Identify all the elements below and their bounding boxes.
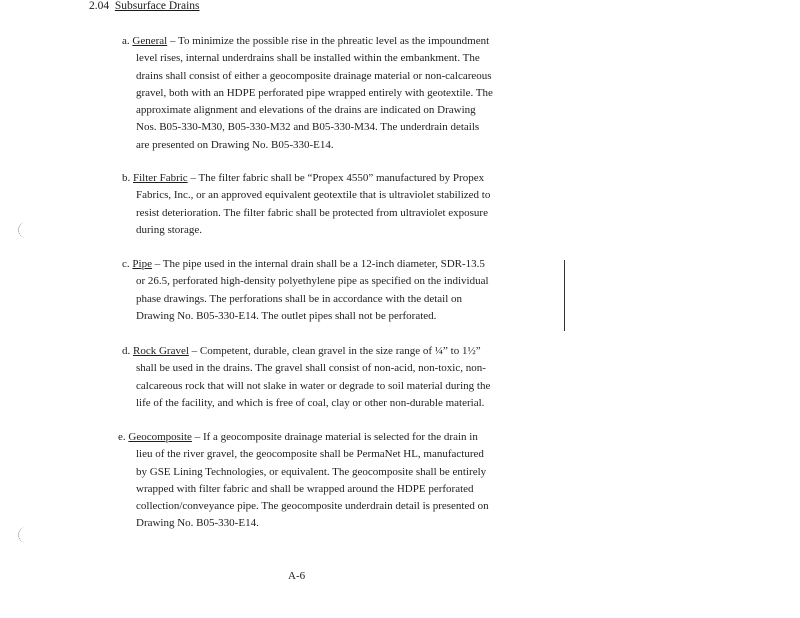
item-geocomposite (118, 429, 489, 533)
item-text: – To minimize the possible rise in the phreatic level as the impoundment (167, 35, 490, 47)
item-term: Filter Fabric (133, 172, 188, 184)
item-line: life of the facility, and which is free of coal, clay or other non-durable material. (136, 396, 485, 409)
item-line: Drawing No. B05-330-E14. (136, 517, 259, 530)
item-term: General (132, 35, 168, 47)
item-term: Rock Gravel (133, 345, 189, 357)
item-first-line (122, 256, 489, 273)
item-text: – Competent, durable, clean gravel in the size range of ¼” to 1½” (188, 345, 481, 357)
item-first-line (122, 33, 493, 50)
item-term: Pipe (132, 258, 152, 270)
item-line: shall be used in the drains. The gravel shall consist of non-acid, non-toxic, non- (136, 362, 486, 375)
section-title: Subsurface Drains (114, 0, 200, 12)
item-label: e. (118, 431, 126, 443)
scan-mark (18, 527, 27, 543)
page-number: A-6 (288, 570, 306, 582)
item-text: – The pipe used in the internal drain shall be a 12-inch diameter, SDR-13.5 (151, 258, 485, 270)
item-term: Geocomposite (128, 431, 192, 443)
item-first-line (122, 170, 490, 187)
item-general (122, 33, 493, 154)
item-line: Drawing No. B05-330-E14. The outlet pipes shall not be perforated. (136, 309, 437, 322)
item-line: Nos. B05-330-M30, B05-330-M32 and B05-330-M34. The underdrain details (136, 121, 480, 134)
item-line: collection/conveyance pipe. The geocomposite underdrain detail is presented on (136, 500, 489, 513)
item-first-line (118, 429, 489, 446)
item-filter-fabric (122, 170, 490, 239)
item-line: are presented on Drawing No. B05-330-E14. (136, 138, 334, 151)
item-rock-gravel (122, 343, 490, 412)
revision-bar (564, 260, 565, 331)
item-pipe (122, 256, 489, 325)
item-line: phase drawings. The perforations shall be in accordance with the detail on (136, 292, 463, 305)
item-label: d. (122, 345, 131, 357)
item-line: resist deterioration. The filter fabric shall be protected from ultraviolet exposure (136, 206, 488, 219)
section-number: 2.04 (89, 0, 110, 12)
item-line: Fabrics, Inc., or an approved equivalent geotextile that is ultraviolet stabilized to (136, 189, 491, 202)
item-line: lieu of the river gravel, the geocomposite shall be PermaNet HL, manufactured (136, 448, 484, 461)
item-label: b. (122, 172, 131, 184)
item-line: gravel, both with an HDPE perforated pipe wrapped entirely with geotextile. The (136, 86, 493, 99)
item-line: drains shall consist of either a geocomposite drainage material or non-calcareous (136, 69, 492, 82)
item-line: calcareous rock that will not slake in water or degrade to soil material during the (136, 379, 491, 392)
item-line: level rises, internal underdrains shall be installed within the embankment. The (136, 52, 480, 65)
item-line: or 26.5, perforated high-density polyethylene pipe as specified on the individual (136, 275, 489, 288)
item-first-line (122, 343, 490, 360)
item-text: – The filter fabric shall be “Propex 4550” manufactured by Propex (187, 172, 485, 184)
item-line: during storage. (136, 223, 202, 236)
item-text: – If a geocomposite drainage material is selected for the drain in (191, 431, 478, 443)
item-line: approximate alignment and elevations of the drains are indicated on Drawing (136, 104, 476, 117)
item-line: wrapped with filter fabric and shall be wrapped around the HDPE perforated (136, 482, 474, 495)
item-label: c. (122, 258, 130, 270)
item-line: by GSE Lining Technologies, or equivalent. The geocomposite shall be entirely (136, 465, 487, 478)
item-label: a. (122, 35, 130, 47)
section-heading (89, 0, 200, 13)
scan-mark (18, 222, 27, 238)
